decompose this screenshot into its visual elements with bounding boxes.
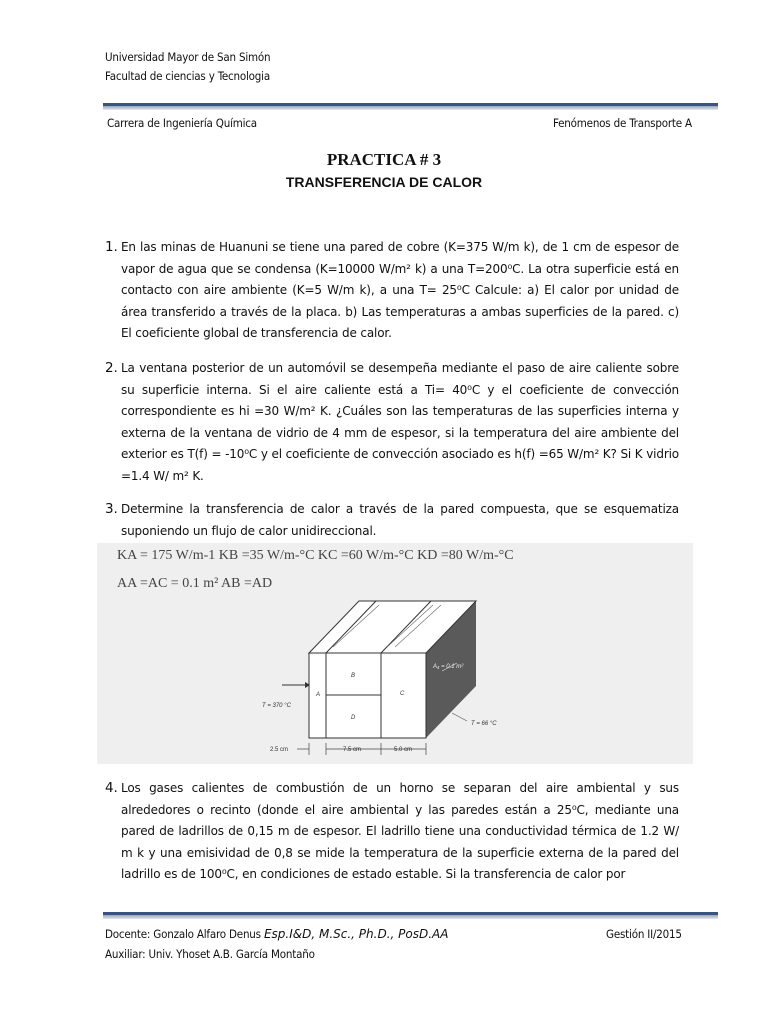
label-dim-c: 5.0 cm [394, 747, 413, 753]
course-name: Fenómenos de Transporte A [553, 116, 692, 130]
term: Gestión II/2015 [606, 927, 682, 941]
label-c: C [400, 691, 405, 697]
problem-text: Determine la transferencia de calor a través de la pared compuesta, que se esquematiza suponiendo un flujo de calor unidireccional. [121, 502, 679, 538]
label-dim-bd: 7.5 cm [343, 747, 362, 753]
problem-4 [105, 778, 679, 886]
problem-number: 3. [105, 501, 118, 517]
page-subtitle: TRANSFERENCIA DE CALOR [285, 174, 483, 190]
problem-number: 2. [105, 360, 118, 376]
area-values: AA =AC = 0.1 m² AB =AD [117, 576, 273, 591]
problem-number: 1. [105, 239, 118, 255]
label-t-left: T = 370 °C [262, 703, 291, 709]
problem-text: Los gases calientes de combustión de un horno se separan del aire ambiental y sus alrededores o recinto (donde el aire ambiental y las paredes están a 25⁰C, mediante una pared de ladrillos de 0,15 m de espesor. El ladrillo tiene una conductividad térmica de 1.2 W/ m k y una emisividad de 0,8 se mide la temperatura de la superficie externa de la pared del ladrillo es de 100⁰C, en condiciones de estado estable. Si la transferencia de calor por [121, 781, 679, 882]
teacher-line [105, 927, 448, 941]
faculty-name: Facultad de ciencias y Tecnologia [105, 69, 270, 83]
header-rule [103, 103, 718, 110]
problem-2 [105, 358, 679, 488]
page-title: PRACTICA # 3 [326, 150, 442, 169]
label-d: D [351, 715, 356, 721]
composite-wall-figure [97, 543, 693, 764]
problem-number: 4. [105, 780, 118, 796]
conductivity-values: KA = 175 W/m-1 KB =35 W/m-°C KC =60 W/m-°C KD =80 W/m-°C [117, 548, 514, 563]
label-a: A [316, 692, 321, 698]
wall-diagram [97, 543, 693, 764]
assistant-name: Auxiliar: Univ. Yhoset A.B. García Montaño [105, 947, 315, 961]
university-name: Universidad Mayor de San Simón [105, 50, 271, 64]
problem-text: En las minas de Huanuni se tiene una pared de cobre (K=375 W/m k), de 1 cm de espesor de vapor de agua que se condensa (K=10000 W/m² k) a una T=200⁰C. La otra superficie está en contacto con aire ambiente (K=5 W/m k), a una T= 25⁰C Calcule: a) El calor por unidad de área transferido a través de la placa. b) Las temperaturas a ambas superficies de la pared. c) El coeficiente global de transferencia de calor. [121, 240, 679, 341]
problem-3 [105, 499, 679, 542]
problem-1 [105, 237, 679, 345]
label-area: A₄ = 0.1 m² [433, 664, 464, 670]
problem-text: La ventana posterior de un automóvil se desempeña mediante el paso de aire caliente sobre su superficie interna. Si el aire caliente está a Ti= 40⁰C y el coeficiente de convección correspondiente es hi =30 W/m² K. ¿Cuáles son las temperaturas de las superficies interna y externa de la ventana de vidrio de 4 mm de espesor, si la temperatura del aire ambiente del exterior es T(f) = -10⁰C y el coeficiente de convección asociado es h(f) =65 W/m² K? Si K vidrio =1.4 W/ m² K. [121, 361, 679, 483]
label-b: B [351, 673, 356, 679]
teacher-name: Docente: Gonzalo Alfaro Denus [105, 927, 261, 941]
footer-rule [103, 912, 718, 919]
career-name: Carrera de Ingeniería Química [107, 116, 257, 130]
teacher-titles: Esp.I&D, M.Sc., Ph.D., PosD.AA [263, 927, 449, 941]
label-dim-a: 2.5 cm [270, 747, 289, 753]
label-t-right: T = 66 °C [471, 721, 497, 727]
